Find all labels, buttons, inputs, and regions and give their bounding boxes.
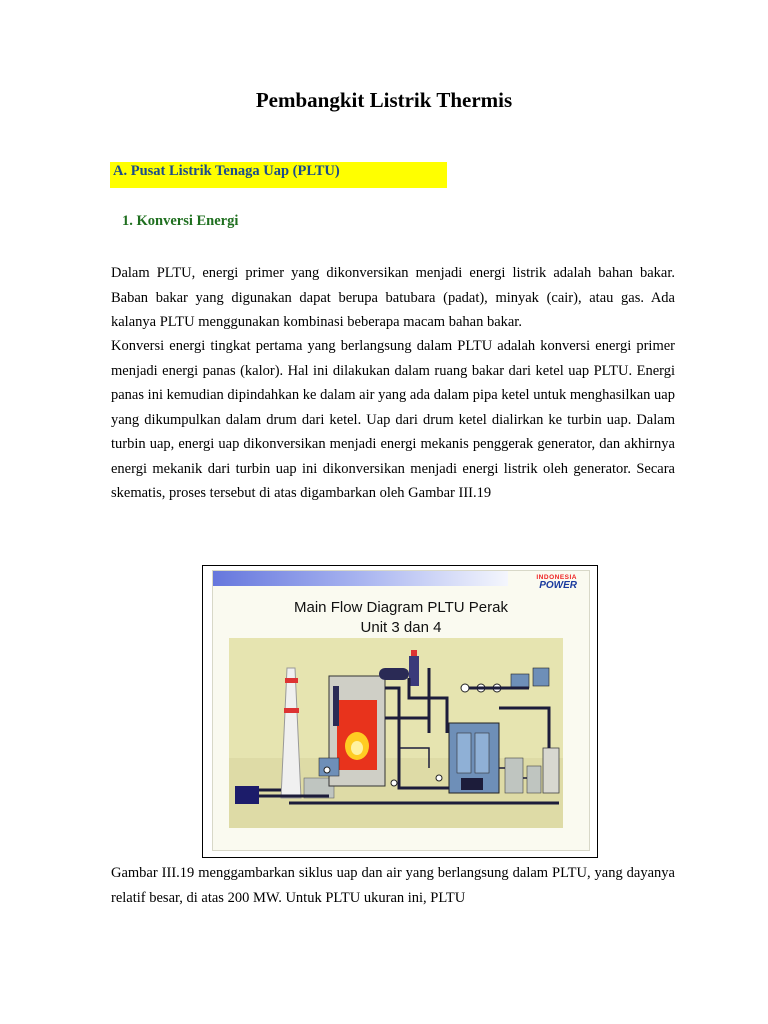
slide-title-line-2: Unit 3 dan 4 <box>360 619 442 636</box>
coal-feeder <box>235 786 259 804</box>
figure-frame <box>202 565 598 858</box>
condenser <box>543 748 559 793</box>
paragraph-3: Gambar III.19 menggambarkan siklus uap dan air yang berlangsung dalam PLTU, yang dayanya relatif besar, di atas 200 MW. Untuk PLTU ukuran ini, PLTU <box>111 865 675 906</box>
slide-header-bar <box>213 571 508 586</box>
steam-drum <box>379 668 409 680</box>
slide-image <box>212 570 590 851</box>
paragraph-1: Dalam PLTU, energi primer yang dikonversikan menjadi energi listrik adalah bahan bakar. Baban bakar yang digunakan dapat berupa batubara (padat), minyak (cair), atau gas. Ada kalanya PLTU menggunakan kombinasi beberapa macam bahan bakar. <box>111 265 675 330</box>
paragraph-2: Konversi energi tingkat pertama yang berlangsung dalam PLTU adalah konversi energi primer menjadi energi panas (kalor). Hal ini dilakukan dalam ruang bakar dari ketel uap PLTU. Energi panas ini kemudian dipindahkan ke dalam air yang ada dalam pipa ketel untuk menghasilkan uap yang dikumpulkan dalam drum dari ketel. Uap dari drum ketel dialirkan ke turbin uap. Dalam turbin uap, energi uap dikonversikan menjadi energi mekanis penggerak generator, dan akhirnya energi mekanik dari turbin uap ini dikonversikan menjadi energi listrik oleh generator. Secara skematis, proses tersebut di atas digambarkan oleh Gambar III.19 <box>111 338 675 501</box>
subsection-heading-1: 1. Konversi Energi <box>122 213 239 229</box>
slide-title <box>213 598 589 638</box>
indonesia-power-logo: INDONESIA POWER <box>536 574 577 591</box>
pltu-flow-diagram <box>229 638 563 828</box>
section-heading-a: A. Pusat Listrik Tenaga Uap (PLTU) <box>110 162 447 188</box>
slide-title-line-1: Main Flow Diagram PLTU Perak <box>294 599 508 616</box>
page-title: Pembangkit Listrik Thermis <box>255 88 513 112</box>
generator <box>461 778 483 790</box>
